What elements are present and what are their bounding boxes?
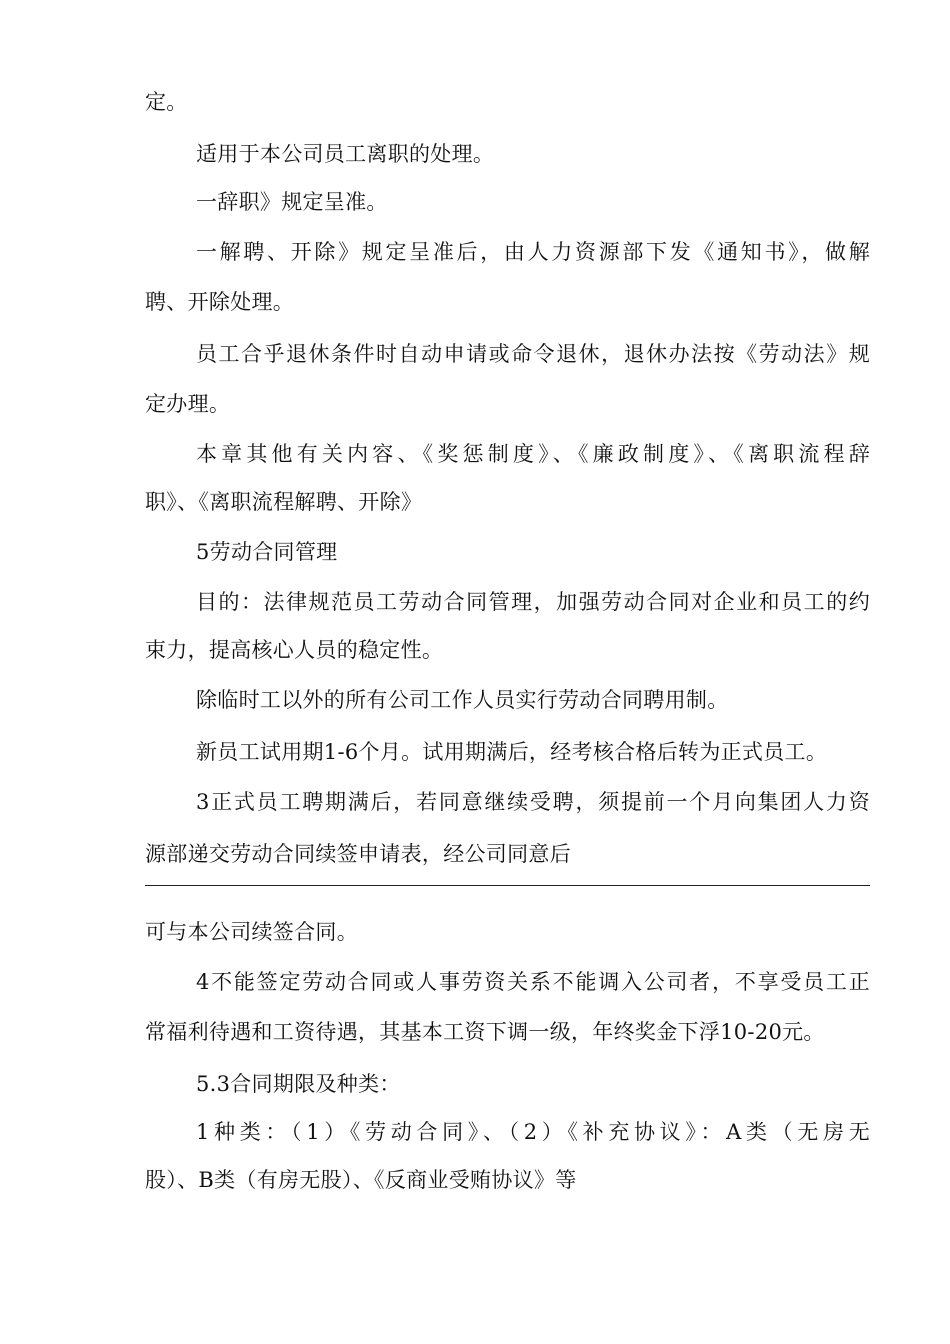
section-heading: 5劳动合同管理 xyxy=(196,540,338,564)
text-line: 一解聘、开除》规定呈准后，由人力资源部下发《通知书》，做解 xyxy=(196,240,870,264)
text-line: 目的：法律规范员工劳动合同管理，加强劳动合同对企业和员工的约 xyxy=(196,590,870,614)
text-line: 3正式员工聘期满后，若同意继续受聘，须提前一个月向集团人力资 xyxy=(196,790,870,814)
text-line: 源部递交劳动合同续签申请表，经公司同意后 xyxy=(145,842,571,866)
text-line: 员工合乎退休条件时自动申请或命令退休，退休办法按《劳动法》规 xyxy=(196,342,870,366)
text-line: 适用于本公司员工离职的处理。 xyxy=(196,142,495,166)
text-line: 股）、B类（有房无股）、《反商业受贿协议》等 xyxy=(145,1168,577,1192)
text-line: 除临时工以外的所有公司工作人员实行劳动合同聘用制。 xyxy=(196,688,729,712)
text-line: 定。 xyxy=(145,90,188,114)
text-line: 新员工试用期1-6个月。试用期满后，经考核合格后转为正式员工。 xyxy=(196,740,828,764)
text-line: 常福利待遇和工资待遇，其基本工资下调一级，年终奖金下浮10-20元。 xyxy=(145,1020,825,1044)
text-line: 一辞职》规定呈准。 xyxy=(196,190,388,214)
section-heading: 5.3合同期限及种类： xyxy=(196,1072,401,1096)
text-line: 定办理。 xyxy=(145,392,231,416)
text-line: 职》、《离职流程解聘、开除》 xyxy=(145,490,423,514)
horizontal-rule xyxy=(145,885,870,886)
text-line: 聘、开除处理。 xyxy=(145,290,295,314)
text-line: 4不能签定劳动合同或人事劳资关系不能调入公司者，不享受员工正 xyxy=(196,970,870,994)
text-line: 束力，提高核心人员的稳定性。 xyxy=(145,638,444,662)
text-line: 本章其他有关内容、《奖惩制度》、《廉政制度》、《离职流程辞 xyxy=(196,442,870,466)
text-line: 1种类：（1）《劳动合同》、（2）《补充协议》：A类（无房无 xyxy=(196,1120,870,1144)
text-line: 可与本公司续签合同。 xyxy=(145,920,358,944)
